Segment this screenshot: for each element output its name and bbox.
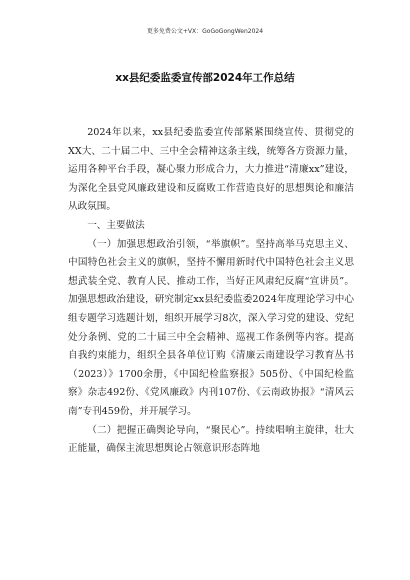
subsection-paragraph-2: （二）把握正确舆论导向，“聚民心”。持续唱响主旋律，壮大正能量，确保主流思想舆论占领意识形态阵地 [68, 424, 354, 455]
watermark-text: 更多免费公文+VX：GoGoGongWen2024 [146, 28, 264, 35]
section-heading-main-practices: 一、主要做法 [87, 219, 145, 231]
document-body [68, 124, 354, 459]
intro-paragraph: 2024年以来，xx县纪委监委宣传部紧紧围绕宣传、贯彻党的XX大、二十届二中、三中全会精神这条主线，统筹各方资源力量，运用各种平台手段，凝心聚力形成合力，大力推进“清廉xx”建设，为深化全县党风廉政建设和反腐败工作营造良好的思想舆论和廉洁从政氛围。 [68, 127, 354, 213]
document-title: xx县纪委监委宣传部2024年工作总结 [115, 72, 295, 84]
subsection-paragraph-1: （一）加强思想政治引领，“举旗帜”。坚持高举马克思主义、中国特色社会主义的旗帜，坚持不懈用新时代中国特色社会主义思想武装全党、教育人民、推动工作，当好正风肃纪反腐“宣讲员”。加强思想政治建设，研究制定xx县纪委监委2024年度理论学习中心组专题学习选题计划，组织开展学习8次，深入学习党的建设、党纪处分条例、党的二十届三中全会精神、巡视工作条例等内容。提高自我约束能力，组织全县各单位订购《清廉云南建设学习教育丛书（2023）》1700余册，《中国纪检监察报》505份、《中国纪检监察》杂志492份、《党风廉政》内刊107份、《云南政协报》“清风云南”专刊459份，并开展学习。 [68, 238, 354, 417]
